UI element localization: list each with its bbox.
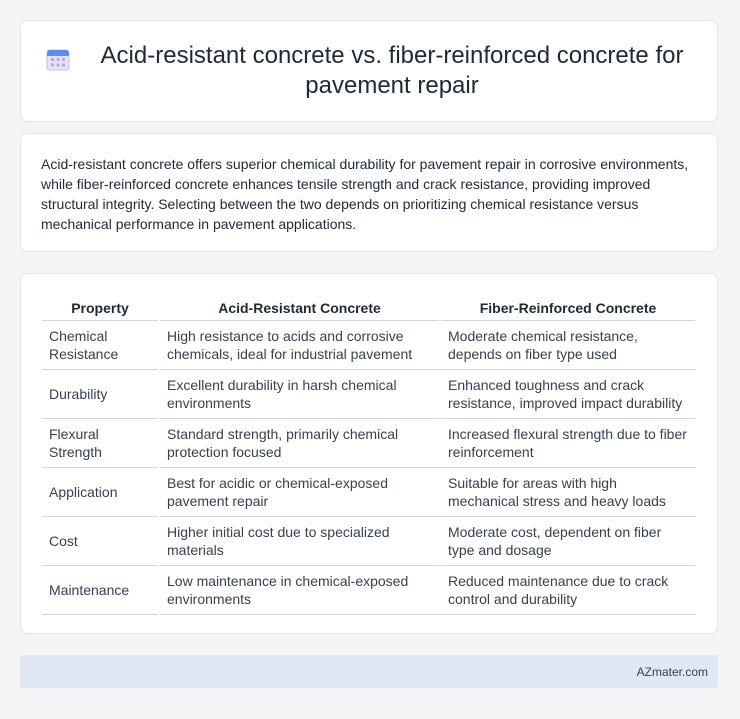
row-acid-value: Excellent durability in harsh chemical environments xyxy=(160,370,439,419)
table-row xyxy=(42,370,695,419)
table-header-row xyxy=(42,294,695,321)
header-acid-resistant: Acid-Resistant Concrete xyxy=(160,294,439,321)
header-property: Property xyxy=(42,294,158,321)
row-property: Maintenance xyxy=(42,566,158,615)
row-fiber-value: Reduced maintenance due to crack control and durability xyxy=(441,566,695,615)
row-acid-value: Low maintenance in chemical-exposed environments xyxy=(160,566,439,615)
calendar-icon xyxy=(46,47,70,71)
page-title: Acid-resistant concrete vs. fiber-reinforced concrete for pavement repair xyxy=(100,42,684,99)
row-property: Application xyxy=(42,468,158,517)
table-row xyxy=(42,566,695,615)
table-row xyxy=(42,419,695,468)
row-fiber-value: Moderate chemical resistance, depends on fiber type used xyxy=(441,321,695,370)
table-row xyxy=(42,468,695,517)
footer-brand: AZmater.com xyxy=(636,664,708,679)
table-row xyxy=(42,321,695,370)
intro-card xyxy=(20,133,718,252)
row-fiber-value: Enhanced toughness and crack resistance, improved impact durability xyxy=(441,370,695,419)
row-acid-value: Higher initial cost due to specialized materials xyxy=(160,517,439,566)
title-wrap xyxy=(16,41,722,101)
table-row xyxy=(42,517,695,566)
row-property: Flexural Strength xyxy=(42,419,158,468)
title-card xyxy=(20,20,718,122)
header-fiber-reinforced: Fiber-Reinforced Concrete xyxy=(441,294,695,321)
comparison-table xyxy=(40,294,697,615)
row-acid-value: High resistance to acids and corrosive chemicals, ideal for industrial pavement xyxy=(160,321,439,370)
row-fiber-value: Moderate cost, dependent on fiber type and dosage xyxy=(441,517,695,566)
row-fiber-value: Suitable for areas with high mechanical stress and heavy loads xyxy=(441,468,695,517)
row-property: Durability xyxy=(42,370,158,419)
intro-text: Acid-resistant concrete offers superior chemical durability for pavement repair in corrosive environments, while fiber-reinforced concrete enhances tensile strength and crack resistance, providing improved structural integrity. Selecting between the two depends on prioritizing chemical resistance versus mechanical performance in pavement applications. xyxy=(41,156,689,232)
row-acid-value: Standard strength, primarily chemical protection focused xyxy=(160,419,439,468)
row-acid-value: Best for acidic or chemical-exposed pavement repair xyxy=(160,468,439,517)
comparison-table-card xyxy=(20,273,718,634)
row-property: Chemical Resistance xyxy=(42,321,158,370)
row-property: Cost xyxy=(42,517,158,566)
row-fiber-value: Increased flexural strength due to fiber reinforcement xyxy=(441,419,695,468)
footer-bar xyxy=(20,655,718,688)
